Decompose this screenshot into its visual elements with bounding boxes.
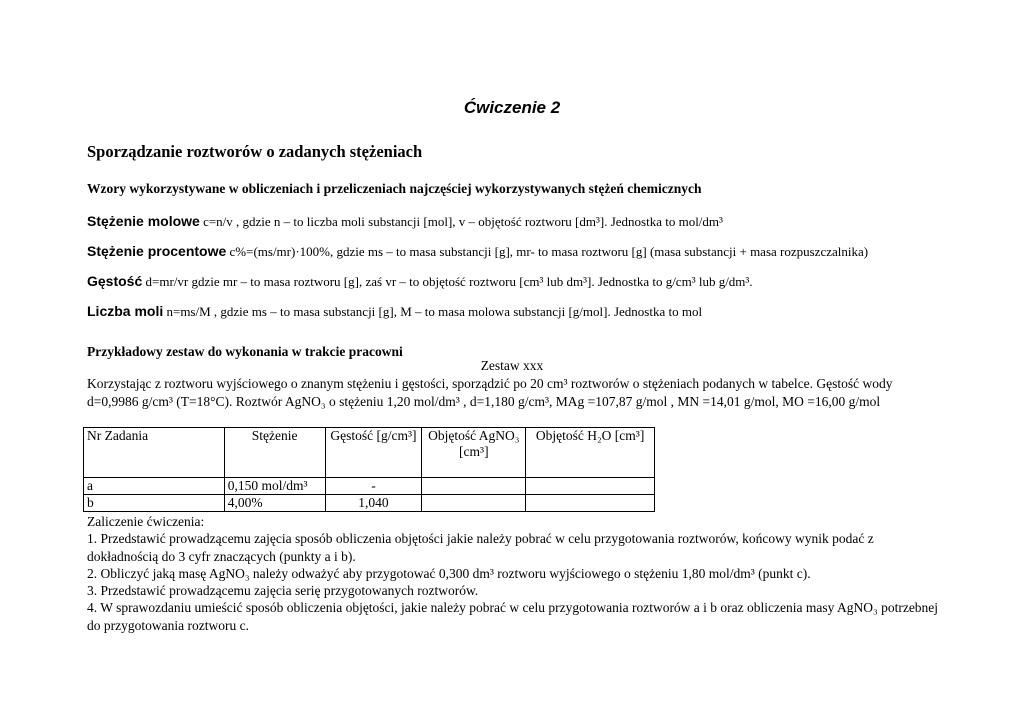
table-cell: a (84, 478, 225, 495)
zaliczenie-heading: Zaliczenie ćwiczenia: (87, 514, 205, 529)
table-header: Gęstość [g/cm³] (325, 428, 422, 478)
formulas-heading: Wzory wykorzystywane w obliczeniach i przeliczeniach najczęściej wykorzystywanych stężeń chemicznych (87, 181, 702, 196)
table-header: Nr Zadania (84, 428, 225, 478)
section-heading: Sporządzanie roztworów o zadanych stężeniach (87, 142, 423, 161)
list-item: 2. Obliczyć jaką masę AgNO₃ należy odważyć aby przygotować 0,300 dm³ roztworu wyjściowego o stężeniu 1,80 mol/dm³ (punkt c). (87, 566, 811, 581)
table-row (84, 478, 655, 495)
table-cell (422, 478, 526, 495)
formula-label: Gęstość (87, 273, 143, 289)
formula-label: Liczba moli (87, 303, 164, 319)
table-cell: 1,040 (325, 495, 422, 512)
list-item: 4. W sprawozdaniu umieścić sposób obliczenia objętości, jakie należy pobrać w celu przygotowania roztworów a i b oraz obliczenia masy AgNO₃ potrzebnej do przygotowania roztworu c. (87, 600, 939, 633)
list-item: 3. Przedstawić prowadzącemu zajęcia serię przygotowanych roztworów. (87, 583, 479, 598)
table-header: Objętość AgNO₃ [cm³] (422, 428, 526, 478)
formula-text: n=ms/M , gdzie ms – to masa substancji [g], M – to masa molowa substancji [g/mol]. Jednostka to mol (166, 304, 703, 319)
formula-gestosc (87, 273, 753, 290)
formula-moli (87, 303, 702, 320)
formula-text: c=n/v , gdzie n – to liczba moli substancji [mol], v – objętość roztworu [dm³]. Jednostka to mol/dm³ (203, 214, 723, 229)
table-cell: - (325, 478, 422, 495)
page-title: Ćwiczenie 2 (463, 98, 561, 117)
zestaw-label: Zestaw xxx (480, 358, 544, 373)
table-cell: b (84, 495, 225, 512)
intro-paragraph: Korzystając z roztworu wyjściowego o znanym stężeniu i gęstości, sporządzić po 20 cm³ roztworów o stężeniach podanych w tabelce. Gęstość wody d=0,9986 g/cm³ (T=18°C). Roztwór AgNO₃ o stężeniu 1,20 mol/dm³ , d=1,180 g/cm³, MAg =107,87 g/mol , MN =14,01 g/mol, MO =16,00 g/mol (87, 376, 893, 409)
table-header: Objętość H₂O [cm³] (526, 428, 655, 478)
example-heading: Przykładowy zestaw do wykonania w trakcie pracowni (87, 344, 403, 359)
table-header: Stężenie (224, 428, 325, 478)
solutions-table (83, 427, 655, 512)
list-item: 1. Przedstawić prowadzącemu zajęcia sposób obliczenia objętości jakie należy pobrać w celu przygotowania roztworów, końcowy wynik podać z dokładnością do 3 cyfr znaczących (punkty a i b). (87, 531, 874, 564)
formula-label: Stężenie molowe (87, 213, 200, 229)
table-cell (422, 495, 526, 512)
formula-label: Stężenie procentowe (87, 243, 227, 259)
table-header-row (84, 428, 655, 478)
table-cell: 4,00% (224, 495, 325, 512)
formula-procentowe (87, 243, 868, 260)
formula-molowe (87, 213, 723, 230)
table-row (84, 495, 655, 512)
table-cell (526, 478, 655, 495)
table-cell: 0,150 mol/dm³ (224, 478, 325, 495)
formula-text: d=mr/vr gdzie mr – to masa roztworu [g], zaś vr – to objętość roztworu [cm³ lub dm³]. Jednostka to g/cm³ lub g/dm³. (145, 274, 753, 289)
table-cell (526, 495, 655, 512)
formula-text: c%=(ms/mr)·100%, gdzie ms – to masa substancji [g], mr- to masa roztworu [g] (masa substancji + masa rozpuszczalnika) (229, 244, 869, 259)
